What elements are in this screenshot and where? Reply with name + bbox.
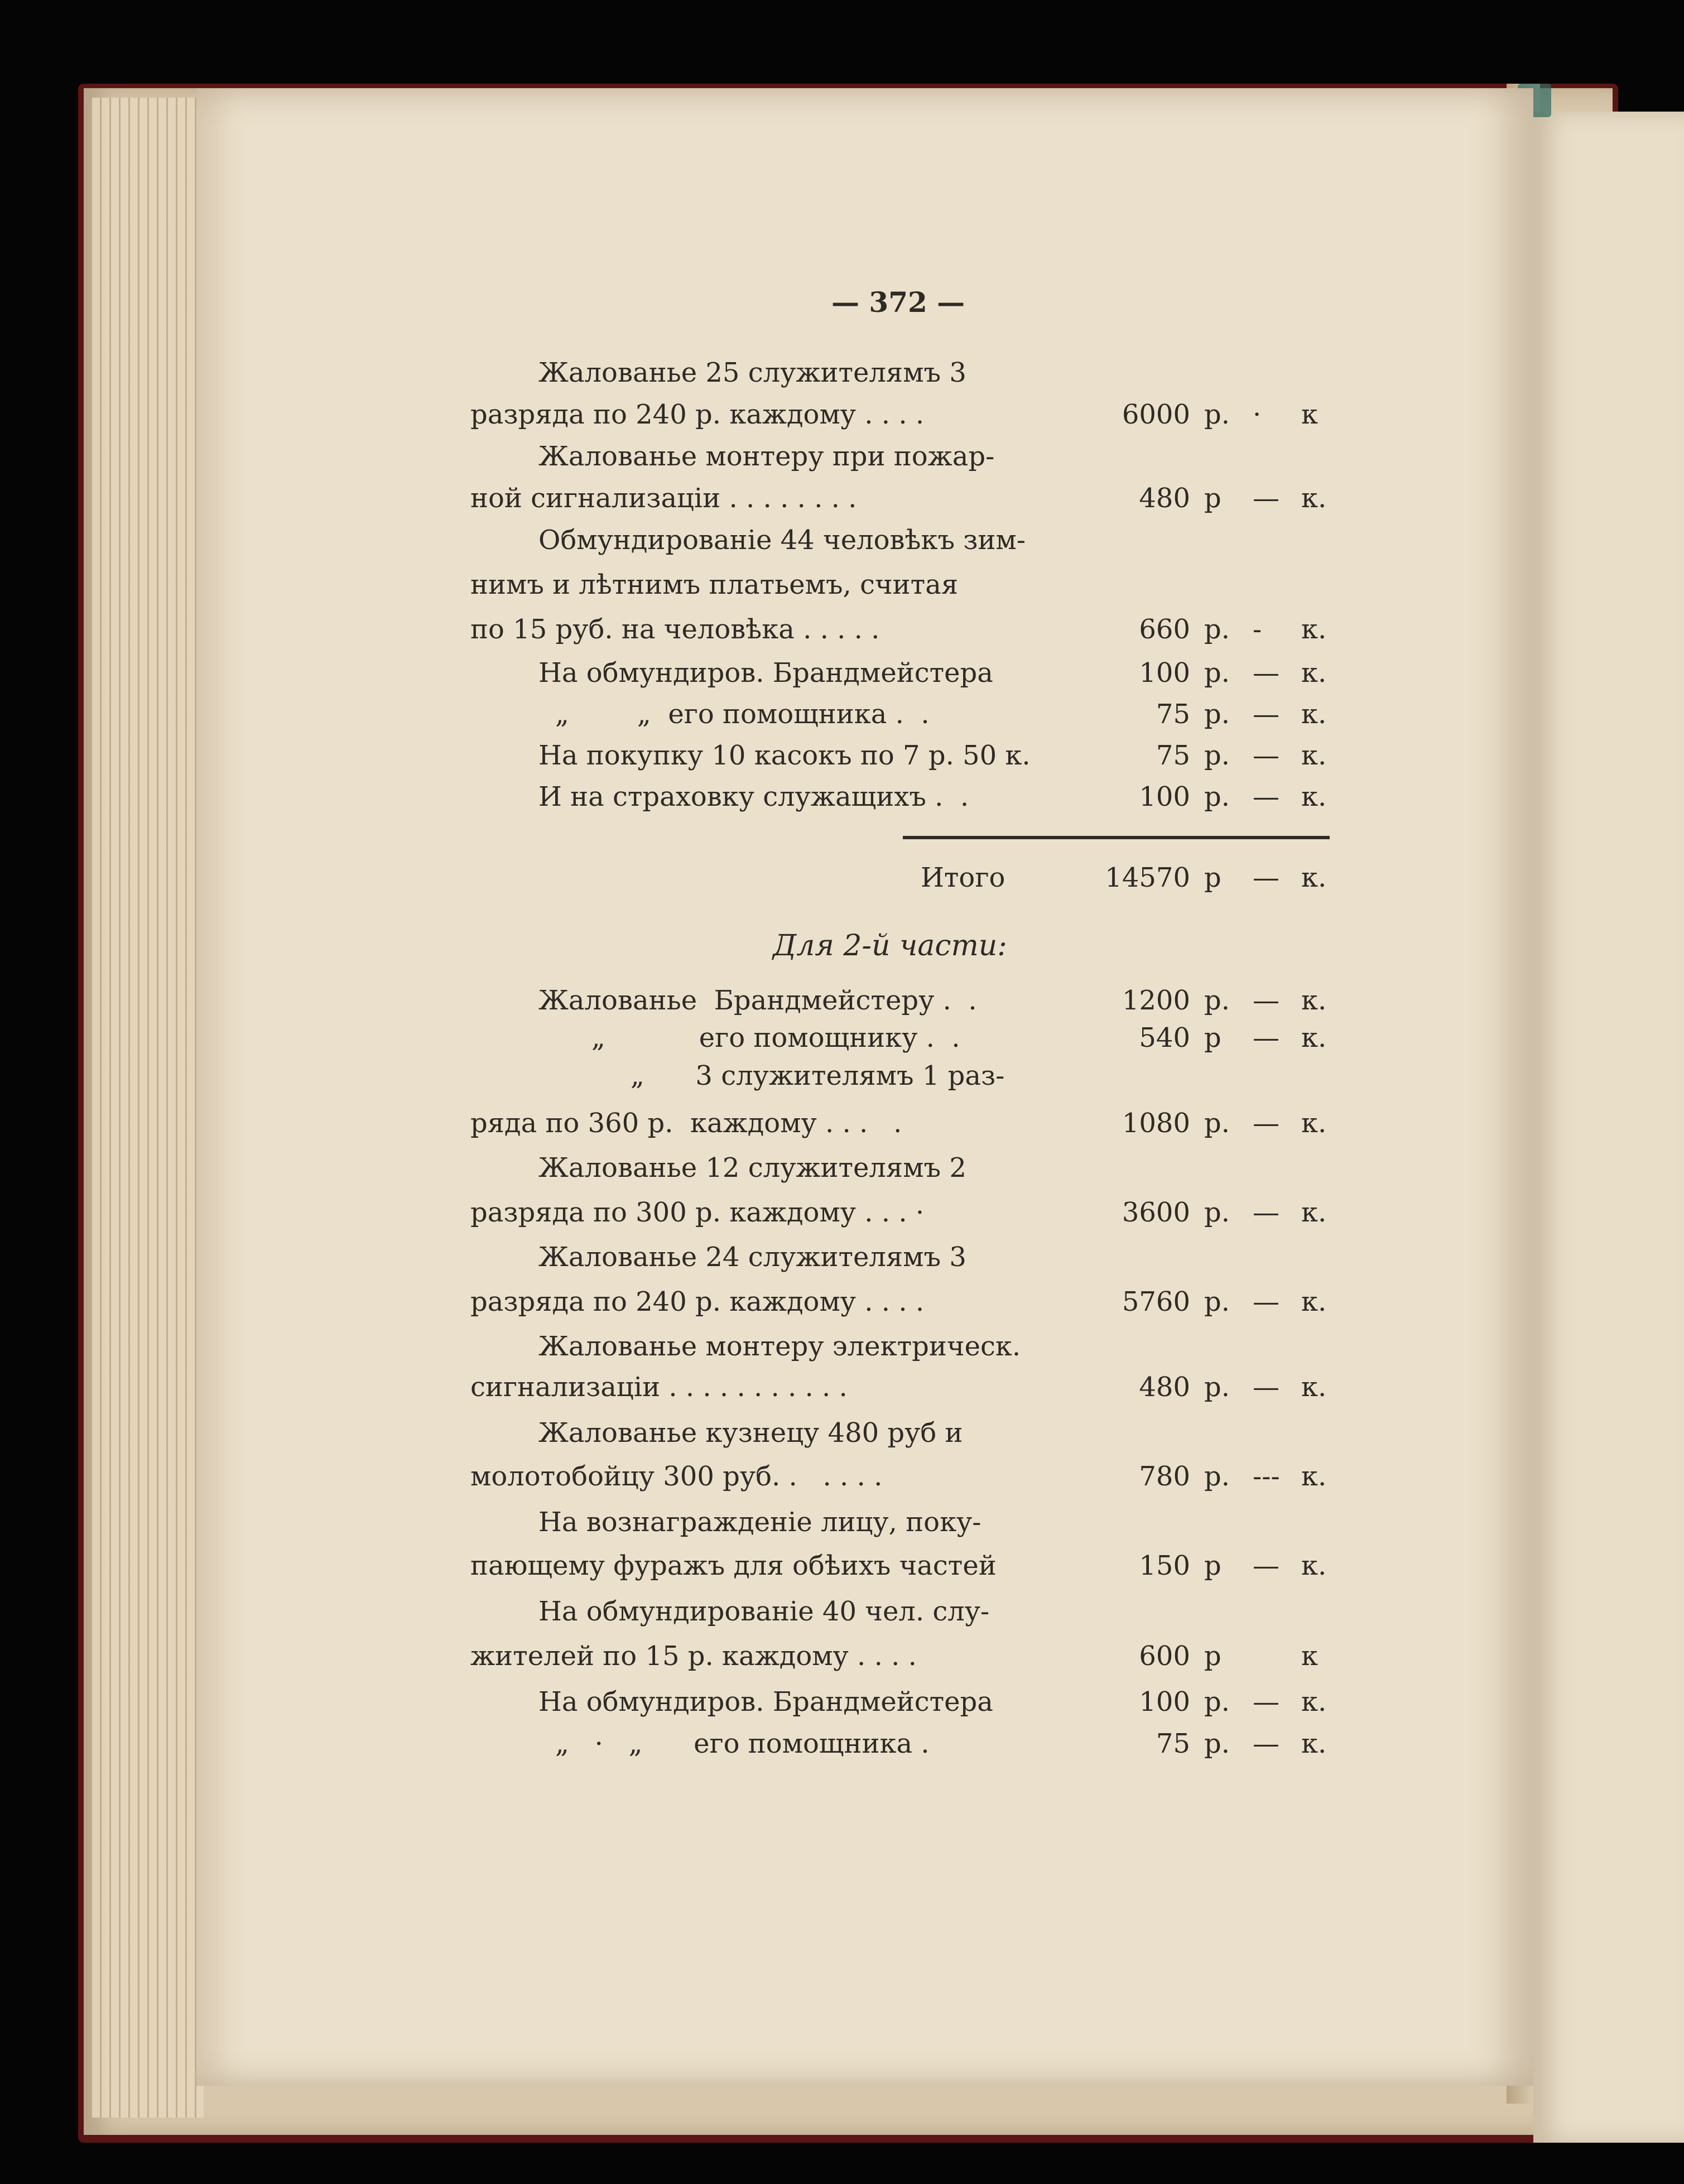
item-line: Жалованье монтеру электрическ. xyxy=(538,1331,1021,1362)
item-line: На вознагражденіе лицу, поку- xyxy=(538,1507,981,1538)
kop-dash: — xyxy=(1253,1108,1279,1139)
kop-dash: --- xyxy=(1253,1461,1280,1492)
kop-unit: к. xyxy=(1301,1197,1327,1228)
item-amount: 75 xyxy=(1156,740,1190,771)
rub-unit: р. xyxy=(1204,1461,1230,1492)
kop-unit: к. xyxy=(1301,1461,1327,1492)
kop-dash: · xyxy=(1253,399,1262,430)
item-line: „ его помощнику . . xyxy=(591,1022,960,1053)
item-amount: 6000 xyxy=(1122,399,1190,430)
kop-unit: к. xyxy=(1301,1108,1327,1139)
rub-unit: р xyxy=(1204,483,1221,514)
kop-unit: к. xyxy=(1301,1550,1327,1581)
kop-dash: — xyxy=(1253,1686,1279,1718)
rub-unit: р xyxy=(1204,1022,1221,1053)
item-line: На обмундиров. Брандмейстера xyxy=(538,1686,993,1718)
item-line: И на страховку служащихъ . . xyxy=(538,781,969,812)
item-amount: 75 xyxy=(1156,1728,1190,1759)
kop-unit: к. xyxy=(1301,614,1327,645)
kop-unit: к. xyxy=(1301,657,1327,689)
kop-unit: к. xyxy=(1301,1686,1327,1718)
item-line: На обмундиров. Брандмейстера xyxy=(538,657,993,689)
item-line: разряда по 300 р. каждому . . . · xyxy=(470,1197,925,1228)
kop-unit: к. xyxy=(1301,1286,1327,1317)
kop-unit: к xyxy=(1301,399,1318,430)
total-amount: 14570 xyxy=(1105,862,1190,893)
kop-unit: к. xyxy=(1301,781,1327,812)
item-line: На обмундированіе 40 чел. слу- xyxy=(538,1596,990,1627)
rub-unit: р. xyxy=(1204,985,1230,1016)
item-line: разряда по 240 р. каждому . . . . xyxy=(470,399,925,430)
item-line: „ 3 служителямъ 1 раз- xyxy=(631,1060,1005,1091)
item-line: ной сигнализаціи . . . . . . . . xyxy=(470,483,857,514)
rub-unit: р xyxy=(1204,862,1221,893)
item-amount: 1200 xyxy=(1122,985,1190,1016)
item-line: Жалованье 12 служителямъ 2 xyxy=(538,1152,966,1184)
item-line: Жалованье 24 служителямъ 3 xyxy=(538,1242,966,1273)
kop-unit: к. xyxy=(1301,1022,1327,1053)
item-line: пающему фуражъ для обѣихъ частей xyxy=(470,1550,997,1581)
rub-unit: р. xyxy=(1204,614,1230,645)
item-line: разряда по 240 р. каждому . . . . xyxy=(470,1286,925,1317)
item-amount: 660 xyxy=(1139,614,1190,645)
item-amount: 1080 xyxy=(1122,1108,1190,1139)
kop-dash: — xyxy=(1253,1286,1279,1317)
total-rule xyxy=(903,836,1330,839)
kop-unit: к. xyxy=(1301,483,1327,514)
item-amount: 540 xyxy=(1139,1022,1190,1053)
item-amount: 75 xyxy=(1156,699,1190,730)
kop-dash: — xyxy=(1253,985,1279,1016)
total-label: Итого xyxy=(921,862,1005,893)
rub-unit: р. xyxy=(1204,1372,1230,1403)
page-number: — 372 — xyxy=(831,286,965,319)
rub-unit: р. xyxy=(1204,1686,1230,1718)
kop-unit: к. xyxy=(1301,1372,1327,1403)
item-amount: 150 xyxy=(1139,1550,1190,1581)
kop-unit: к. xyxy=(1301,1728,1327,1759)
item-line: нимъ и лѣтнимъ платьемъ, считая xyxy=(470,569,959,600)
item-line: „ „ его помощника . . xyxy=(555,699,930,730)
item-amount: 780 xyxy=(1139,1461,1190,1492)
rub-unit: р xyxy=(1204,1550,1221,1581)
kop-dash: — xyxy=(1253,1728,1279,1759)
item-amount: 3600 xyxy=(1122,1197,1190,1228)
kop-dash: — xyxy=(1253,781,1279,812)
kop-dash: — xyxy=(1253,1550,1279,1581)
kop-unit: к. xyxy=(1301,699,1327,730)
item-line: На покупку 10 касокъ по 7 р. 50 к. xyxy=(538,740,1031,771)
kop-dash: — xyxy=(1253,657,1279,689)
item-line: Жалованье монтеру при пожар- xyxy=(538,441,995,472)
item-line: ряда по 360 р. каждому . . . . xyxy=(470,1108,902,1139)
rub-unit: р. xyxy=(1204,1108,1230,1139)
item-line: жителей по 15 р. каждому . . . . xyxy=(470,1641,917,1672)
kop-unit: к. xyxy=(1301,862,1327,893)
kop-dash: — xyxy=(1253,862,1279,893)
kop-dash: — xyxy=(1253,483,1279,514)
rub-unit: р. xyxy=(1204,1197,1230,1228)
item-line: „ · „ его помощника . xyxy=(555,1728,930,1759)
kop-unit: к. xyxy=(1301,740,1327,771)
item-amount: 100 xyxy=(1139,657,1190,689)
rub-unit: р xyxy=(1204,1641,1221,1672)
item-amount: 600 xyxy=(1139,1641,1190,1672)
item-line: Жалованье 25 служителямъ 3 xyxy=(538,357,966,388)
kop-dash: — xyxy=(1253,1022,1279,1053)
kop-dash: — xyxy=(1253,740,1279,771)
kop-dash: - xyxy=(1253,614,1262,645)
rub-unit: р. xyxy=(1204,399,1230,430)
kop-dash: — xyxy=(1253,699,1279,730)
item-amount: 480 xyxy=(1139,1372,1190,1403)
item-amount: 100 xyxy=(1139,1686,1190,1718)
kop-dash: — xyxy=(1253,1197,1279,1228)
item-line: молотобойцу 300 руб. . . . . . xyxy=(470,1461,883,1492)
kop-unit: к xyxy=(1301,1641,1318,1672)
rub-unit: р. xyxy=(1204,740,1230,771)
item-amount: 480 xyxy=(1139,483,1190,514)
item-line: Обмундированіе 44 человѣкъ зим- xyxy=(538,525,1026,556)
rub-unit: р. xyxy=(1204,1286,1230,1317)
section-heading: Для 2-й части: xyxy=(773,929,1007,963)
rub-unit: р. xyxy=(1204,781,1230,812)
kop-dash: — xyxy=(1253,1372,1279,1403)
rub-unit: р. xyxy=(1204,699,1230,730)
item-line: Жалованье кузнецу 480 руб и xyxy=(538,1417,963,1449)
item-line: по 15 руб. на человѣка . . . . . xyxy=(470,614,880,645)
rub-unit: р. xyxy=(1204,1728,1230,1759)
rub-unit: р. xyxy=(1204,657,1230,689)
kop-unit: к. xyxy=(1301,985,1327,1016)
item-line: сигнализаціи . . . . . . . . . . . xyxy=(470,1372,848,1403)
item-amount: 100 xyxy=(1139,781,1190,812)
item-amount: 5760 xyxy=(1122,1286,1190,1317)
item-line: Жалованье Брандмейстеру . . xyxy=(538,985,977,1016)
